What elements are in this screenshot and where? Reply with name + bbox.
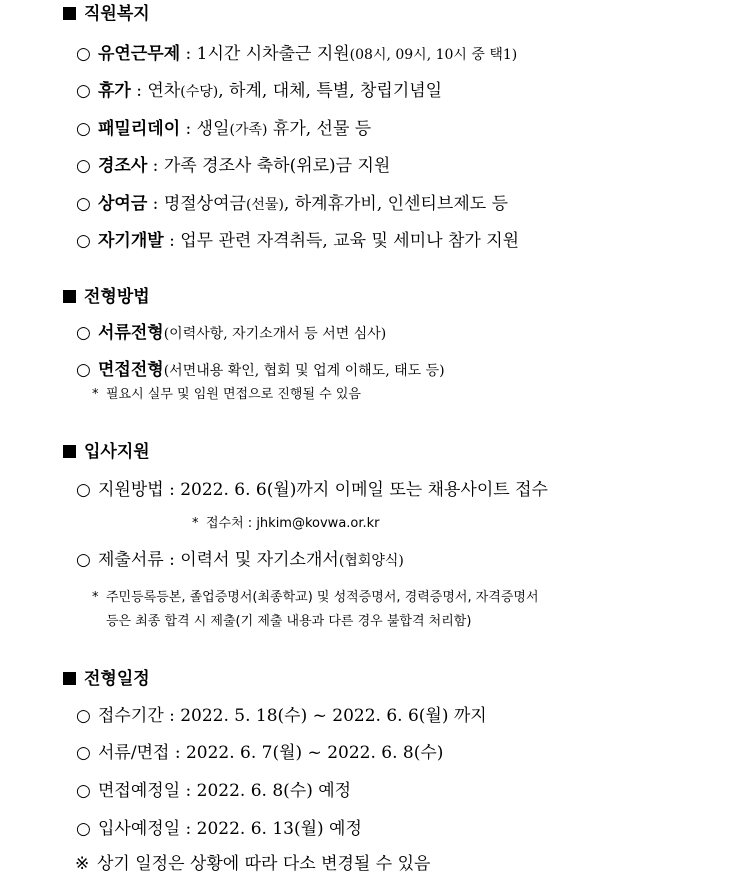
- asterisk-icon: *: [192, 516, 199, 531]
- square-bullet-icon: [63, 290, 76, 303]
- circle-bullet-icon: ○: [76, 360, 91, 380]
- square-bullet-icon: [63, 672, 76, 685]
- circle-bullet-icon: ○: [76, 119, 91, 139]
- circle-bullet-icon: ○: [76, 743, 91, 763]
- asterisk-icon: *: [92, 590, 99, 605]
- reference-mark-icon: ※: [75, 854, 90, 874]
- application-item-documents: ○ 제출서류 : 이력서 및 자기소개서(협회양식): [76, 550, 404, 570]
- circle-bullet-icon: ○: [76, 781, 91, 801]
- benefit-item-family-day: ○ 패밀리데이 : 생일(가족) 휴가, 선물 등: [76, 119, 372, 139]
- selection-item-interview: ○ 면접전형(서면내용 확인, 협회 및 업계 이해도, 태도 등): [76, 360, 445, 380]
- application-note-line1: * 주민등록등본, 졸업증명서(최종학교) 및 성적증명서, 경력증명서, 자격증명서: [92, 590, 539, 605]
- benefit-item-family-events: ○ 경조사 : 가족 경조사 축하(위로)금 지원: [76, 156, 391, 176]
- section-heading-application: 입사지원: [63, 441, 150, 463]
- circle-bullet-icon: ○: [76, 194, 91, 214]
- circle-bullet-icon: ○: [76, 819, 91, 839]
- selection-note: * 필요시 실무 및 임원 면접으로 진행될 수 있음: [92, 387, 361, 402]
- circle-bullet-icon: ○: [76, 231, 91, 251]
- section-heading-schedule: 전형일정: [63, 668, 150, 690]
- section-heading-benefits: 직원복지: [63, 3, 150, 25]
- circle-bullet-icon: ○: [76, 550, 91, 570]
- square-bullet-icon: [63, 7, 76, 20]
- application-note-line2: 등은 최종 합격 시 제출(기 제출 내용과 다른 경우 불합격 처리함): [106, 614, 472, 629]
- benefit-item-flex-work: ○ 유연근무제 : 1시간 시차출근 지원(08시, 09시, 10시 중 택1): [76, 44, 518, 64]
- schedule-item-interview-date: ○ 면접예정일 : 2022. 6. 8(수) 예정: [76, 781, 352, 801]
- circle-bullet-icon: ○: [76, 81, 91, 101]
- contact-email: 접수처 : jhkim@kovwa.or.kr: [206, 516, 380, 531]
- circle-bullet-icon: ○: [76, 44, 91, 64]
- square-bullet-icon: [63, 445, 76, 458]
- schedule-remark: ※ 상기 일정은 상황에 따라 다소 변경될 수 있음: [75, 854, 431, 874]
- application-item-method: ○ 지원방법 : 2022. 6. 6(월)까지 이메일 또는 채용사이트 접수: [76, 480, 548, 500]
- schedule-item-application-period: ○ 접수기간 : 2022. 5. 18(수) ~ 2022. 6. 6(월) 까지: [76, 706, 487, 726]
- circle-bullet-icon: ○: [76, 323, 91, 343]
- circle-bullet-icon: ○: [76, 156, 91, 176]
- selection-item-document: ○ 서류전형(이력사항, 자기소개서 등 서면 심사): [76, 323, 387, 343]
- circle-bullet-icon: ○: [76, 480, 91, 500]
- benefit-item-self-development: ○ 자기개발 : 업무 관련 자격취득, 교육 및 세미나 참가 지원: [76, 231, 520, 251]
- schedule-item-document-interview: ○ 서류/면접 : 2022. 6. 7(월) ~ 2022. 6. 8(수): [76, 743, 444, 763]
- schedule-item-start-date: ○ 입사예정일 : 2022. 6. 13(월) 예정: [76, 819, 362, 839]
- benefit-item-bonus: ○ 상여금 : 명절상여금(선물), 하계휴가비, 인센티브제도 등: [76, 194, 509, 214]
- application-contact: [192, 515, 380, 533]
- circle-bullet-icon: ○: [76, 706, 91, 726]
- section-heading-selection-method: 전형방법: [63, 286, 150, 308]
- asterisk-icon: *: [92, 387, 99, 402]
- benefit-item-vacation: ○ 휴가 : 연차(수당), 하계, 대체, 특별, 창립기념일: [76, 81, 443, 101]
